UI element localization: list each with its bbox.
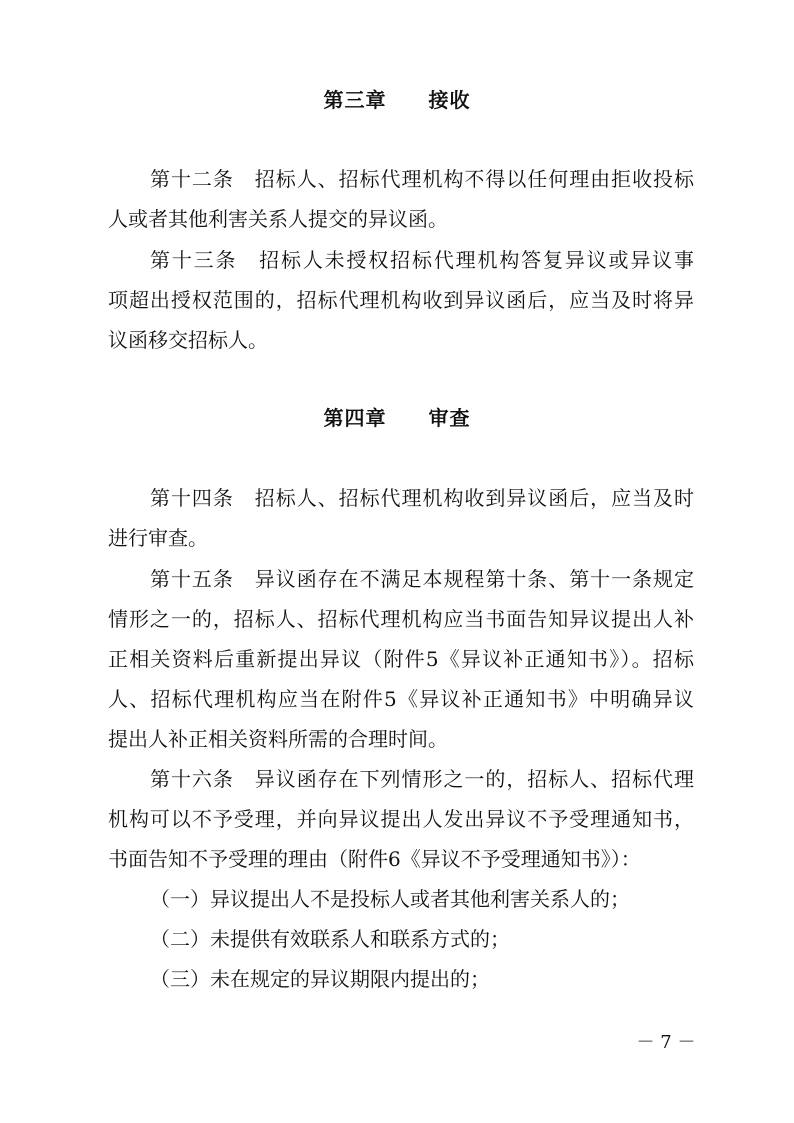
article-16-item-3: （三）未在规定的异议期限内提出的；: [150, 967, 490, 991]
article-13-line-3: 议函移交招标人。: [108, 328, 268, 352]
article-16-line-3: 书面告知不予受理的理由（附件6《异议不予受理通知书》）：: [108, 847, 641, 871]
article-16-item-2: （二）未提供有效联系人和联系方式的；: [150, 927, 510, 951]
article-12-line-1: 第十二条 招标人、招标代理机构不得以任何理由拒收投标: [150, 167, 694, 191]
article-14-line-2: 进行审查。: [108, 526, 208, 550]
article-15-line-2: 情形之一的，招标人、招标代理机构应当书面告知异议提出人补: [108, 607, 694, 631]
article-13-line-1: 第十三条 招标人未授权招标代理机构答复异议或异议事: [150, 248, 694, 272]
chapter-3-heading: 第三章 接收: [323, 88, 471, 112]
page-number: － 7 －: [636, 1032, 696, 1053]
article-15-line-3: 正相关资料后重新提出异议（附件5《异议补正通知书》）。招标: [108, 647, 694, 671]
article-16-line-2: 机构可以不予受理，并向异议提出人发出异议不予受理通知书，: [108, 807, 694, 831]
article-15-line-1: 第十五条 异议函存在不满足本规程第十条、第十一条规定: [150, 567, 694, 591]
article-15-line-5: 提出人补正相关资料所需的合理时间。: [108, 727, 448, 751]
article-16-item-1: （一）异议提出人不是投标人或者其他利害关系人的；: [150, 887, 630, 911]
article-16-line-1: 第十六条 异议函存在下列情形之一的，招标人、招标代理: [150, 767, 694, 791]
chapter-4-heading: 第四章 审查: [323, 406, 471, 430]
article-12-line-2: 人或者其他利害关系人提交的异议函。: [108, 207, 448, 231]
article-14-line-1: 第十四条 招标人、招标代理机构收到异议函后，应当及时: [150, 486, 694, 510]
article-13-line-2: 项超出授权范围的，招标代理机构收到异议函后，应当及时将异: [108, 288, 694, 312]
article-15-line-4: 人、招标代理机构应当在附件5《异议补正通知书》中明确异议: [108, 687, 694, 711]
